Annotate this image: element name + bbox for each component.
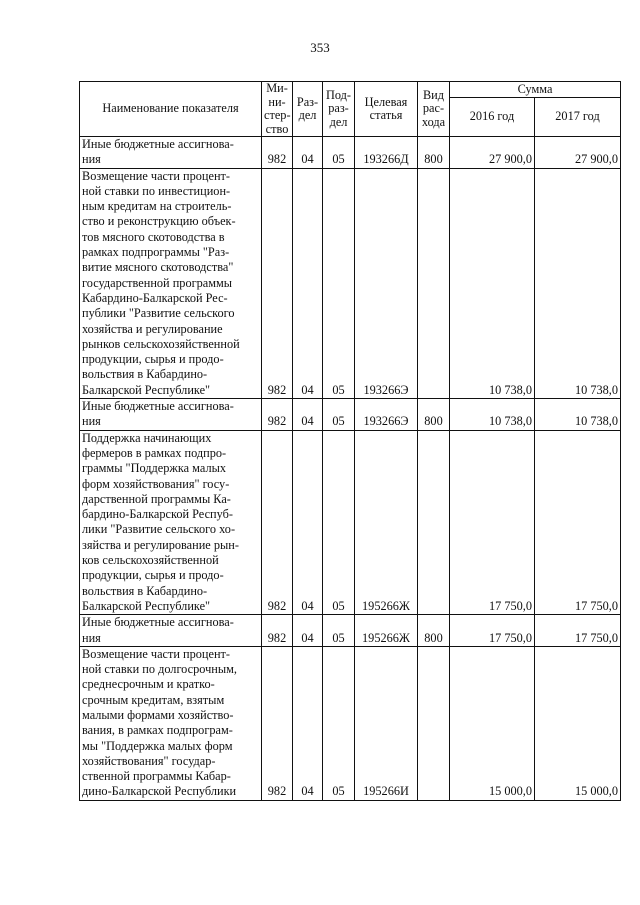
table-body — [80, 137, 621, 801]
cell-2016: 17 750,0 — [450, 430, 535, 615]
cell-expense-type: 800 — [418, 615, 450, 647]
cell-2016: 15 000,0 — [450, 646, 535, 800]
header-expense-type: Вид рас- хода — [418, 82, 450, 137]
cell-expense-type — [418, 430, 450, 615]
cell-2016: 10 738,0 — [450, 399, 535, 431]
table-row — [80, 615, 621, 647]
cell-name: Иные бюджетные ассигнова- ния — [80, 137, 262, 169]
cell-section: 04 — [293, 615, 323, 647]
cell-ministry: 982 — [262, 615, 293, 647]
cell-2016: 10 738,0 — [450, 168, 535, 398]
table-row — [80, 646, 621, 800]
cell-name: Поддержка начинающих фермеров в рамках подпро- граммы "Поддержка малых форм хозяйствования" госу- дарственной программы Ка- бардино-Балкарской Респуб- лики "Развитие сельского хо- зяйства и регулирование рын- ков сельскохозяйственной продукции, сырья и продо- вольствия в Кабардино- Балкарской Республике" — [80, 430, 262, 615]
cell-section: 04 — [293, 430, 323, 615]
cell-target: 195266Ж — [355, 615, 418, 647]
cell-ministry: 982 — [262, 399, 293, 431]
cell-section: 04 — [293, 646, 323, 800]
cell-subsection: 05 — [323, 615, 355, 647]
cell-section: 04 — [293, 168, 323, 398]
cell-target: 193266Э — [355, 399, 418, 431]
cell-subsection: 05 — [323, 646, 355, 800]
cell-2017: 10 738,0 — [535, 168, 621, 398]
cell-ministry: 982 — [262, 430, 293, 615]
table-header — [80, 82, 621, 137]
header-sum: Сумма — [450, 82, 621, 98]
cell-2017: 17 750,0 — [535, 430, 621, 615]
header-target: Целевая статья — [355, 82, 418, 137]
cell-subsection: 05 — [323, 399, 355, 431]
table-row — [80, 399, 621, 431]
cell-name: Возмещение части процент- ной ставки по долгосрочным, среднесрочным и кратко- срочным кредитам, взятым малыми формами хозяйство- вания, в рамках подпрограм- мы "Поддержка малых форм хозяйствования" государ- ственной программы Кабар- дино-Балкарской Республики — [80, 646, 262, 800]
cell-expense-type — [418, 168, 450, 398]
cell-2016: 27 900,0 — [450, 137, 535, 169]
cell-2017: 17 750,0 — [535, 615, 621, 647]
table-row — [80, 168, 621, 398]
cell-expense-type: 800 — [418, 399, 450, 431]
header-ministry: Ми- ни- стер- ство — [262, 82, 293, 137]
cell-section: 04 — [293, 137, 323, 169]
cell-2017: 15 000,0 — [535, 646, 621, 800]
header-year-2017: 2017 год — [535, 98, 621, 137]
table-row — [80, 430, 621, 615]
cell-name: Возмещение части процент- ной ставки по инвестицион- ным кредитам на строитель- ство и реконструкцию объек- тов мясного скотоводства в рамках подпрограммы "Раз- витие мясного скотоводства" государственной программы Кабардино-Балкарской Рес- публики "Развитие сельского хозяйства и регулирование рынков сельскохозяйственной продукции, сырья и продо- вольствия в Кабардино- Балкарской Республике" — [80, 168, 262, 398]
cell-ministry: 982 — [262, 168, 293, 398]
cell-subsection: 05 — [323, 137, 355, 169]
cell-ministry: 982 — [262, 137, 293, 169]
cell-expense-type: 800 — [418, 137, 450, 169]
cell-target: 193266Д — [355, 137, 418, 169]
cell-2016: 17 750,0 — [450, 615, 535, 647]
header-year-2016: 2016 год — [450, 98, 535, 137]
cell-subsection: 05 — [323, 168, 355, 398]
cell-target: 195266И — [355, 646, 418, 800]
cell-name: Иные бюджетные ассигнова- ния — [80, 399, 262, 431]
cell-subsection: 05 — [323, 430, 355, 615]
page-number: 353 — [310, 40, 330, 55]
cell-ministry: 982 — [262, 646, 293, 800]
header-subsection: Под- раз- дел — [323, 82, 355, 137]
budget-table — [79, 81, 621, 801]
cell-target: 193266Э — [355, 168, 418, 398]
cell-2017: 27 900,0 — [535, 137, 621, 169]
cell-expense-type — [418, 646, 450, 800]
header-section: Раз- дел — [293, 82, 323, 137]
cell-target: 195266Ж — [355, 430, 418, 615]
cell-2017: 10 738,0 — [535, 399, 621, 431]
table-row — [80, 137, 621, 169]
cell-section: 04 — [293, 399, 323, 431]
cell-name: Иные бюджетные ассигнова- ния — [80, 615, 262, 647]
header-name: Наименование показателя — [80, 82, 262, 137]
